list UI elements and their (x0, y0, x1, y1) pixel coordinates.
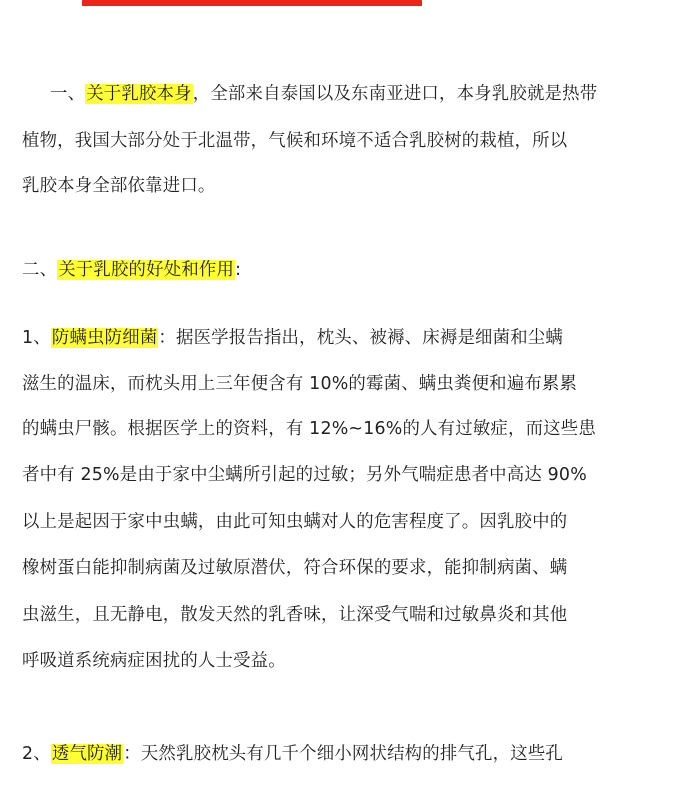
item1-body-line: 橡树蛋白能抑制病菌及过敏原潜伏，符合环保的要求，能抑制病菌、螨 (22, 558, 568, 578)
item1-body-line: 呼吸道系统病症困扰的人士受益。 (22, 651, 286, 671)
item1-body-line: 以上是起因于家中虫螨，由此可知虫螨对人的危害程度了。因乳胶中的 (22, 512, 568, 532)
section1-line1-rest: ，全部来自泰国以及东南亚进口，本身乳胶就是热带 (192, 84, 598, 104)
section1-line2: 植物，我国大部分处于北温带，气候和环境不适合乳胶树的栽植，所以 (22, 131, 568, 151)
top-red-bar (82, 0, 422, 6)
item2-line1-rest: ：天然乳胶枕头有几千个细小网状结构的排气孔，这些孔 (123, 744, 564, 764)
item1-body-line: 的螨虫尸骸。根据医学上的资料，有 12%~16%的人有过敏症，而这些患 (22, 419, 596, 439)
item1-body-line: 者中有 25%是由于家中尘螨所引起的过敏；另外气喘症患者中高达 90% (22, 465, 587, 485)
section2-suffix: : (235, 260, 242, 280)
section1-prefix: 一、 (50, 84, 86, 104)
section2-heading: 关于乳胶的好处和作用 (58, 260, 235, 280)
item1-body-line: 滋生的温床，而枕头用上三年便含有 10%的霉菌、螨虫粪便和遍布累累 (22, 374, 578, 394)
section1-heading: 关于乳胶本身 (86, 84, 192, 104)
item1-heading: 防螨虫防细菌 (51, 328, 158, 348)
section2-line (0, 258, 691, 282)
item2-heading: 透气防潮 (51, 744, 123, 764)
section1-line3: 乳胶本身全部依靠进口。 (22, 176, 216, 196)
section1-line1 (0, 82, 691, 106)
item2-line1 (0, 742, 691, 766)
item1-prefix: 1、 (22, 328, 51, 348)
item1-line1-rest: ：据医学报告指出，枕头、被褥、床褥是细菌和尘螨 (158, 328, 563, 348)
item1-line1 (0, 326, 691, 350)
item2-prefix: 2、 (22, 744, 51, 764)
section2-prefix: 二、 (22, 260, 58, 280)
item1-body-line: 虫滋生，且无静电，散发天然的乳香味，让深受气喘和过敏鼻炎和其他 (22, 605, 568, 625)
